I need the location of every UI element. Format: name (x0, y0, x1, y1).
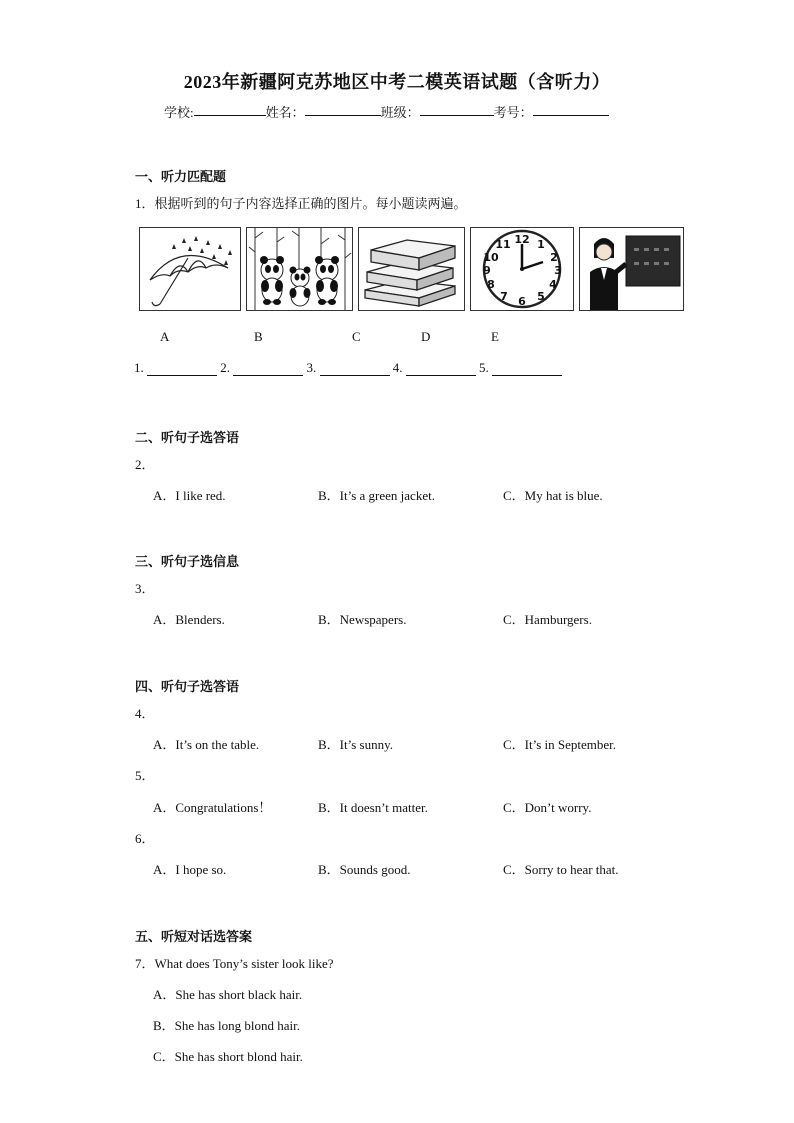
image-letter-c: C (352, 329, 361, 344)
picture-b-pandas (246, 227, 353, 311)
section-heading-1: 一、听力匹配题 (135, 169, 227, 184)
question-number: 5． (135, 768, 155, 783)
answer-row (134, 360, 562, 376)
option-a[interactable]: A．I hope so. (153, 862, 227, 877)
answer-label-5: 5. (479, 360, 489, 375)
svg-text:12: 12 (514, 233, 530, 246)
picture-d-clock (470, 227, 574, 311)
answer-label-1: 1. (134, 360, 144, 375)
section-heading-4: 四、听句子选答语 (135, 679, 240, 694)
question-number: 2． (135, 457, 155, 472)
option-b[interactable]: B．Sounds good. (318, 862, 411, 877)
panda-icon (247, 228, 352, 310)
answer-label-4: 4. (392, 360, 403, 375)
option-c[interactable]: C．Sorry to hear that. (503, 862, 619, 877)
picture-e-teacher (579, 227, 684, 311)
school-label: 学校: (164, 105, 194, 120)
image-letter-b: B (254, 329, 263, 344)
answer-label-2: 2. (220, 360, 230, 375)
page-title: 2023年新疆阿克苏地区中考二模英语试题（含听力） (183, 72, 611, 92)
section-heading-5: 五、听短对话选答案 (135, 929, 253, 944)
section-heading-3: 三、听句子选信息 (135, 554, 240, 569)
svg-text:9: 9 (483, 264, 491, 277)
image-letter-e: E (491, 329, 499, 344)
option-c[interactable]: C．Hamburgers. (503, 612, 592, 627)
svg-text:5: 5 (537, 290, 545, 303)
question-1-instruction: 1．根据听到的句子内容选择正确的图片。每小题读两遍。 (135, 196, 467, 211)
option-b[interactable]: B．It doesn’t matter. (318, 800, 428, 815)
option-c[interactable]: C．It’s in September. (503, 737, 617, 752)
svg-text:1: 1 (537, 238, 545, 251)
option-a[interactable]: A．It’s on the table. (153, 737, 260, 752)
question-number: 6． (135, 831, 155, 846)
svg-text:6: 6 (518, 295, 526, 308)
option-b[interactable]: B．Newspapers. (318, 612, 407, 627)
class-label: 班级： (380, 105, 420, 120)
name-label: 姓名： (265, 105, 305, 120)
option-c[interactable]: C．My hat is blue. (503, 488, 603, 503)
option-c[interactable]: C．Don’t worry. (503, 800, 592, 815)
answer-blank-4[interactable] (406, 362, 476, 376)
svg-text:2: 2 (550, 251, 558, 264)
answer-blank-1[interactable] (147, 362, 217, 376)
student-info-line (164, 102, 609, 121)
answer-blank-5[interactable] (492, 362, 562, 376)
option-c[interactable]: C．She has short blond hair. (153, 1049, 303, 1064)
svg-text:4: 4 (549, 278, 557, 291)
svg-text:11: 11 (495, 238, 511, 251)
svg-text:7: 7 (500, 290, 508, 303)
school-field[interactable] (194, 102, 266, 116)
books-icon (359, 228, 464, 310)
option-a[interactable]: A．Congratulations！ (153, 800, 272, 815)
option-b[interactable]: B．She has long blond hair. (153, 1018, 300, 1033)
option-b[interactable]: B．It’s a green jacket. (318, 488, 435, 503)
picture-c-books (358, 227, 465, 311)
answer-blank-2[interactable] (233, 362, 303, 376)
image-letter-d: D (421, 329, 431, 344)
name-field[interactable] (305, 102, 381, 116)
section-heading-2: 二、听句子选答语 (135, 430, 240, 445)
number-label: 考号： (493, 105, 533, 120)
option-b[interactable]: B．It’s sunny. (318, 737, 393, 752)
option-a[interactable]: A．She has short black hair. (153, 987, 303, 1002)
answer-blank-3[interactable] (320, 362, 390, 376)
class-field[interactable] (420, 102, 494, 116)
question-7-text: 7．What does Tony’s sister look like? (135, 956, 334, 971)
clock-icon (471, 228, 573, 310)
answer-label-3: 3. (306, 360, 317, 375)
question-number: 4． (135, 706, 155, 721)
question-number: 3． (135, 581, 155, 596)
svg-text:3: 3 (554, 264, 562, 277)
svg-text:10: 10 (483, 251, 499, 264)
svg-text:8: 8 (487, 278, 495, 291)
option-a[interactable]: A．Blenders. (153, 612, 225, 627)
option-a[interactable]: A．I like red. (153, 488, 226, 503)
image-letter-a: A (160, 329, 170, 344)
umbrella-icon (140, 228, 240, 310)
teacher-icon (580, 228, 683, 310)
number-field[interactable] (533, 102, 609, 116)
picture-a-umbrella (139, 227, 241, 311)
